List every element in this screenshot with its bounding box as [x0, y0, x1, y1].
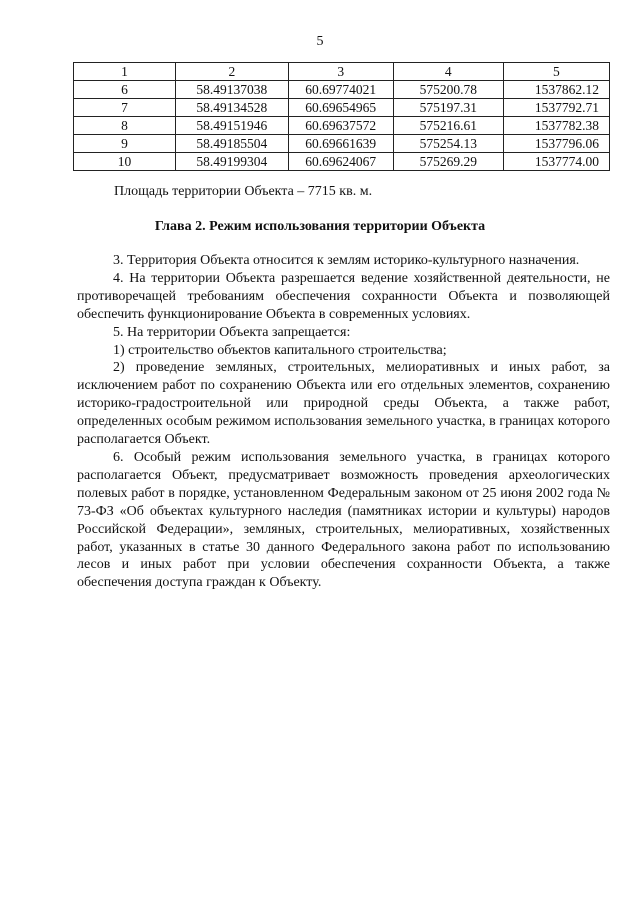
coordinates-table: [73, 62, 610, 171]
longitude-cell: 60.69661639: [288, 135, 393, 153]
table-row: [74, 99, 610, 117]
area-statement: Площадь территории Объекта – 7715 кв. м.: [114, 184, 373, 199]
y-coordinate-cell: 1537782.38: [503, 117, 609, 135]
longitude-cell: 60.69637572: [288, 117, 393, 135]
x-coordinate-cell: 575254.13: [393, 135, 503, 153]
table-row: [74, 117, 610, 135]
y-coordinate-cell: 1537792.71: [503, 99, 609, 117]
page-number: 5: [316, 34, 324, 49]
y-coordinate-cell: 1537774.00: [503, 153, 609, 171]
point-number: 9: [74, 135, 176, 153]
header-cell: 1: [74, 63, 176, 81]
point-number: 10: [74, 153, 176, 171]
paragraph: 3. Территория Объекта относится к землям историко-культурного назначения.: [113, 253, 580, 268]
longitude-cell: 60.69774021: [288, 81, 393, 99]
y-coordinate-cell: 1537862.12: [503, 81, 609, 99]
latitude-cell: 58.49151946: [175, 117, 288, 135]
latitude-cell: 58.49137038: [175, 81, 288, 99]
latitude-cell: 58.49185504: [175, 135, 288, 153]
table-row: [74, 81, 610, 99]
longitude-cell: 60.69624067: [288, 153, 393, 171]
header-cell: 2: [175, 63, 288, 81]
paragraph: 1) строительство объектов капитального строительства;: [113, 342, 447, 358]
longitude-cell: 60.69654965: [288, 99, 393, 117]
x-coordinate-cell: 575216.61: [393, 117, 503, 135]
paragraph: 6. Особый режим использования земельного участка, в границах которого располагается Объект, предусматривает возможность проведения археологических полевых работ в порядке, установленном Федеральным законом от 25 июня 2002 года № 73-ФЗ «Об объектах культурного наследия (памятниках истории и культуры) народов Российской Федерации», земляных, строительных, мелиоративных, хозяйственных работ, указанных в статье 30 данного Федерального закона работ по использованию лесов и иных работ при условии обеспечения сохранности Объекта, а также обеспечения доступа граждан к Объекту.: [77, 449, 610, 591]
body-text: [77, 252, 610, 592]
y-coordinate-cell: 1537796.06: [503, 135, 609, 153]
header-cell: 5: [503, 63, 609, 81]
x-coordinate-cell: 575200.78: [393, 81, 503, 99]
x-coordinate-cell: 575197.31: [393, 99, 503, 117]
header-cell: 4: [393, 63, 503, 81]
table-row: [74, 135, 610, 153]
latitude-cell: 58.49134528: [175, 99, 288, 117]
table-header-row: [74, 63, 610, 81]
latitude-cell: 58.49199304: [175, 153, 288, 171]
point-number: 8: [74, 117, 176, 135]
chapter-title: Глава 2. Режим использования территории Объекта: [154, 219, 486, 234]
paragraph: 4. На территории Объекта разрешается ведение хозяйственной деятельности, не противоречащей требованиям обеспечения сохранности Объекта и позволяющей обеспечить функционирование Объекта в современных условиях.: [77, 270, 610, 322]
header-cell: 3: [288, 63, 393, 81]
point-number: 7: [74, 99, 176, 117]
point-number: 6: [74, 81, 176, 99]
paragraph: 2) проведение земляных, строительных, мелиоративных и иных работ, за исключением работ по сохранению Объекта или его отдельных элементов, сохранению историко-градостроительной или природной среды Объекта, а также работ, определенных особым режимом использования земельного участка, в границах которого располагается Объект.: [77, 360, 610, 448]
x-coordinate-cell: 575269.29: [393, 153, 503, 171]
table-row: [74, 153, 610, 171]
paragraph: 5. На территории Объекта запрещается:: [113, 324, 351, 340]
